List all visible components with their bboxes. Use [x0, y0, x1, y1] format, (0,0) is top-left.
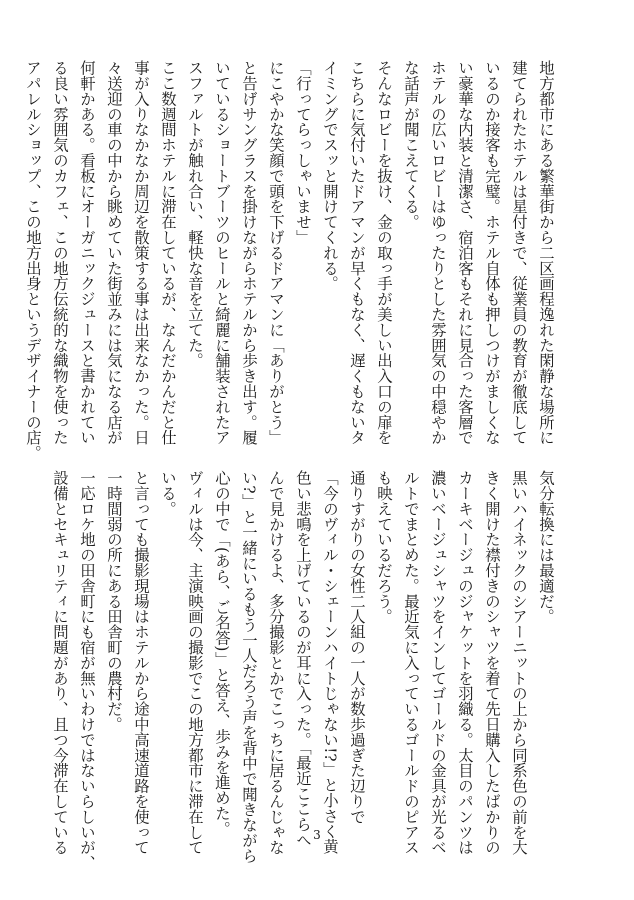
text-line: いるのか接客も完璧。ホテル自体も押しつけがましくな [483, 60, 501, 445]
text-line: ヴィルは今、主演映画の撮影でこの地方都市に滞在して [186, 470, 204, 855]
text-line: きく開けた襟付きのシャツを着て先日購入したばかりの [483, 470, 501, 855]
text-line: スファルトが触れ合い、軽快な音を立てた。 [186, 60, 204, 368]
text-line: 事が入りなかなか周辺を散策する事は出来なかった。日 [132, 60, 150, 445]
text-line: 一応ロケ地の田舎町にも宿が無いわけではないらしいが、 [78, 470, 96, 871]
text-line: と告げサングラスを掛けながらホテルから歩き出す。履 [240, 60, 258, 445]
text-line: 一時間弱の所にある田舎町の農村だ。 [105, 470, 123, 732]
page-number: 3 [313, 828, 321, 842]
text-line: 建てられたホテルは星付きで、従業員の教育が徹底して [510, 60, 528, 445]
text-line: ここ数週間ホテルに滞在しているが、なんだかんだと仕 [159, 60, 177, 445]
text-line: アパレルショップ、この地方出身というデザイナーの店。 [24, 60, 42, 461]
text-line: 設備とセキュリティに問題があり、且つ今滞在している [51, 470, 69, 855]
text-line: 気分転換には最適だ。 [537, 470, 555, 624]
text-line: 色い悲鳴を上げているのが耳に入った。「最近ここらへ [294, 470, 312, 848]
text-line: ホテルの広いロビーはゆったりとした雰囲気の中穏やか [429, 60, 447, 445]
top-text-block [24, 60, 559, 461]
text-line: いる。 [159, 470, 177, 517]
text-line: 何軒かある。看板にオーガニックジュースと書かれてい [78, 60, 96, 445]
text-line: にこやかな笑顔で頭を下げるドアマンに「ありがとう」 [267, 60, 285, 445]
text-line: と言っても撮影現場はホテルから途中高速道路を使って [132, 470, 150, 855]
text-line: んで見かけるよ、多分撮影とかでこっちに居るんじゃな [267, 470, 285, 855]
text-line: 々送迎の車の中から眺めていた街並みには気になる店が [105, 60, 123, 445]
text-line: 通りすがりの女性二人組の一人が数歩過ぎた辺りで [348, 470, 366, 825]
text-line: 「今のヴィル・シェーンハイトじゃない!?」と小さく黄 [321, 470, 339, 855]
text-line: 黒いハイネックのシアーニットの上から同系色の前を大 [510, 470, 528, 855]
text-line: 濃いベージュシャツをインしてゴールドの金具が光るベ [429, 470, 447, 855]
text-line: こちらに気付いたドアマンが早くもなく、遅くもないタ [348, 60, 366, 445]
text-line: い豪華な内装と清潔さ、宿泊客もそれに見合った客層で [456, 60, 474, 445]
text-line: カーキベージュのジャケットを羽織る。太目のパンツは [456, 470, 474, 855]
text-line: 心の中で「(あら、ご名答)」と答え、歩みを進めた。 [213, 470, 231, 837]
bottom-text-block [51, 470, 559, 871]
text-line: いているショートブーツのヒールと綺麗に舗装されたア [213, 60, 231, 445]
text-line: な話声が聞こえてくる。 [402, 60, 420, 230]
text-line: い?」と一緒にいるもう一人だろう声を背中で聞きながら [240, 470, 258, 864]
text-line: 「行ってらっしゃいませ」 [294, 60, 312, 245]
text-line: イミングでスッと開けてくれる。 [321, 60, 339, 291]
text-line: ルトでまとめた。最近気に入っているゴールドのピアス [402, 470, 420, 855]
text-line: も映えているだろう。 [375, 470, 393, 624]
text-line: 地方都市にある繁華街から二区画程逸れた閑静な場所に [537, 60, 555, 445]
text-line: る良い雰囲気のカフェ、この地方伝統的な織物を使った [51, 60, 69, 445]
text-line: そんなロビーを抜け、金の取っ手が美しい出入口の扉を [375, 60, 393, 445]
